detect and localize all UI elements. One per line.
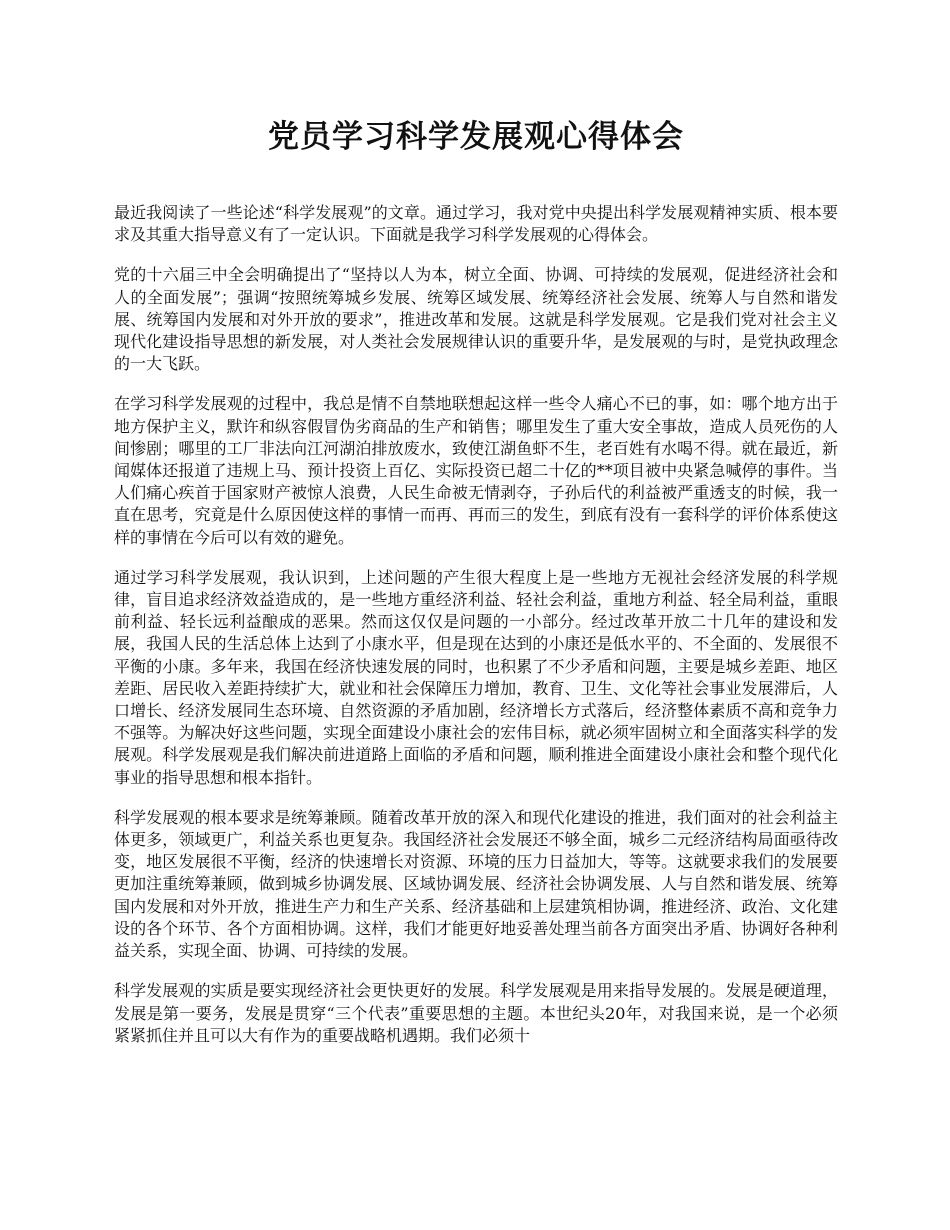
paragraph-fundamental-requirement: 科学发展观的根本要求是统筹兼顾。随着改革开放的深入和现代化建设的推进，我们面对的社会利益主体更多，领域更广，利益关系也更复杂。我国经济社会发展还不够全面，城乡二元经济结构局面亟待改变，地区发展很不平衡，经济的快速增长对资源、环境的压力日益加大，等等。这就要求我们的发展要更加注重统筹兼顾，做到城乡协调发展、区域协调发展、经济社会协调发展、人与自然和谐发展、统筹国内发展和对外开放，推进生产力和生产关系、经济基础和上层建筑相协调，推进经济、政治、文化建设的各个环节、各个方面相协调。这样，我们才能更好地妥善处理当前各方面突出矛盾、协调好各种利益关系，实现全面、协调、可持续的发展。 [114, 807, 838, 961]
document-page [114, 112, 838, 1065]
paragraph-understanding: 通过学习科学发展观，我认识到，上述问题的产生很大程度上是一些地方无视社会经济发展的科学规律，盲目追求经济效益造成的，是一些地方重经济利益、轻社会利益，重地方利益、轻全局利益，重眼前利益、轻长远利益酿成的恶果。然而这仅仅是问题的一小部分。经过改革开放二十几年的建设和发展，我国人民的生活总体上达到了小康水平，但是现在达到的小康还是低水平的、不全面的、发展很不平衡的小康。多年来，我国在经济快速发展的同时，也积累了不少矛盾和问题，主要是城乡差距、地区差距、居民收入差距持续扩大，就业和社会保障压力增加，教育、卫生、文化等社会事业发展滞后，人口增长、经济发展同生态环境、自然资源的矛盾加剧，经济增长方式落后，经济整体素质不高和竞争力不强等。为解决好这些问题，实现全面建设小康社会的宏伟目标，就必须牢固树立和全面落实科学的发展观。科学发展观是我们解决前进道路上面临的矛盾和问题，顺利推进全面建设小康社会和整个现代化事业的指导思想和根本指针。 [114, 567, 838, 787]
paragraph-essence: 科学发展观的实质是要实现经济社会更快更好的发展。科学发展观是用来指导发展的。发展是硬道理，发展是第一要务，发展是贯穿“三个代表”重要思想的主题。本世纪头20年，对我国来说，是一个必须紧紧抓住并且可以大有作为的重要战略机遇期。我们必须十 [114, 981, 838, 1045]
paragraph-reflection: 在学习科学发展观的过程中，我总是情不自禁地联想起这样一些令人痛心不已的事，如：哪个地方出于地方保护主义，默许和纵容假冒伪劣商品的生产和销售；哪里发生了重大安全事故，造成人员死伤的人间惨剧；哪里的工厂非法向江河湖泊排放废水，致使江湖鱼虾不生，老百姓有水喝不得。就在最近，新闻媒体还报道了违规上马、预计投资上百亿、实际投资已超二十亿的**项目被中央紧急喊停的事件。当人们痛心疾首于国家财产被惊人浪费，人民生命被无情剥夺，子孙后代的利益被严重透支的时候，我一直在思考，究竟是什么原因使这样的事情一而再、再而三的发生，到底有没有一套科学的评价体系使这样的事情在今后可以有效的避免。 [114, 394, 838, 547]
paragraph-intro: 最近我阅读了一些论述“科学发展观”的文章。通过学习，我对党中央提出科学发展观精神实质、根本要求及其重大指导意义有了一定认识。下面就是我学习科学发展观的心得体会。 [114, 203, 838, 245]
paragraph-third-plenum: 党的十六届三中全会明确提出了“坚持以人为本，树立全面、协调、可持续的发展观，促进经济社会和人的全面发展”；强调“按照统筹城乡发展、统筹区域发展、统筹经济社会发展、统筹人与自然和谐发展、统筹国内发展和对外开放的要求”，推进改革和发展。这就是科学发展观。它是我们党对社会主义现代化建设指导思想的新发展，对人类社会发展规律认识的重要升华，是发展观的与时，是党执政理念的一大飞跃。 [114, 265, 838, 374]
document-title: 党员学习科学发展观心得体会 [268, 119, 684, 155]
